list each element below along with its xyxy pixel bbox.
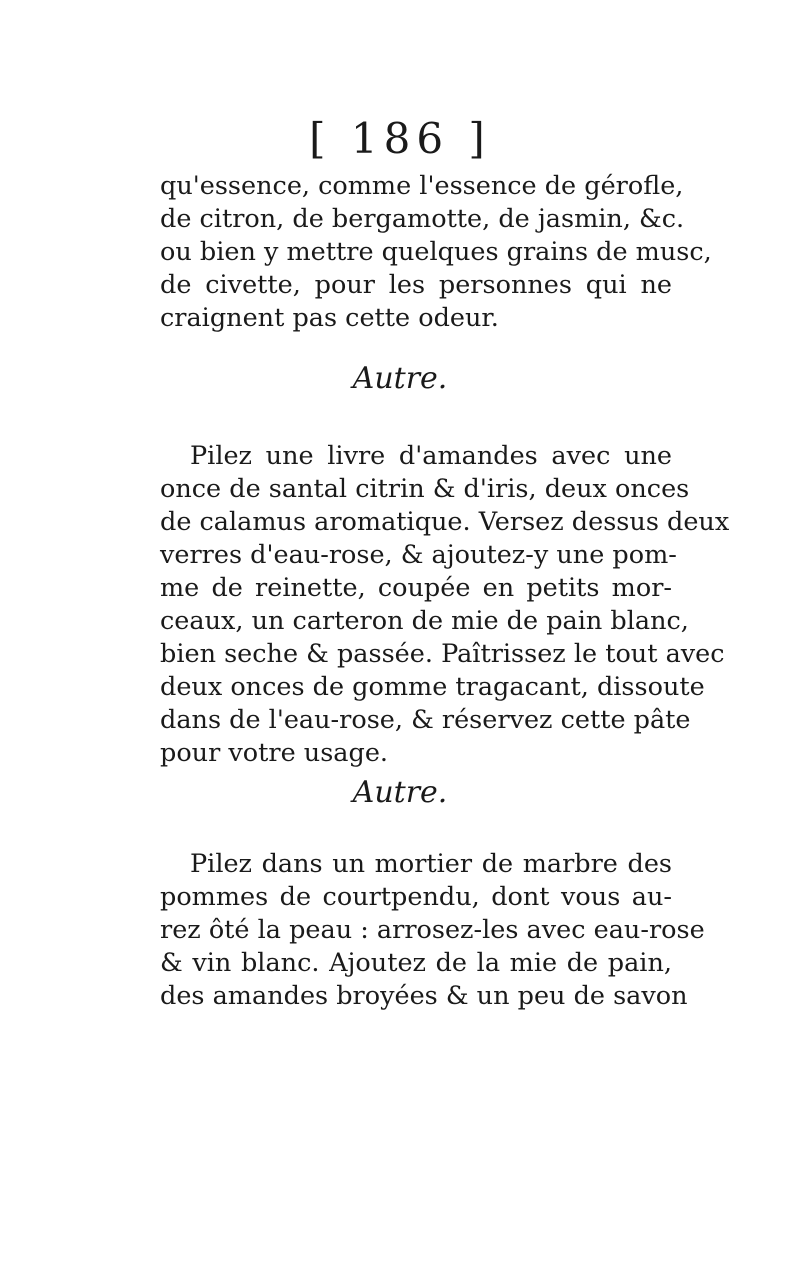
section-heading-1: Autre. xyxy=(352,361,448,396)
text-line: des amandes broyées & un peu de savon xyxy=(160,981,688,1011)
text-line: & vin blanc. Ajoutez de la mie de pain, xyxy=(160,948,672,978)
text-line: pour votre usage. xyxy=(160,738,389,768)
text-line: ou bien y mettre quelques grains de musc, xyxy=(160,237,712,267)
page-number: [ 186 ] xyxy=(309,114,491,163)
text-line: once de santal citrin & d'iris, deux onces xyxy=(160,474,690,504)
text-line: rez ôté la peau : arrosez-les avec eau-rose xyxy=(160,915,705,945)
text-line: dans de l'eau-rose, & réservez cette pâte xyxy=(160,705,691,735)
text-line: ceaux, un carteron de mie de pain blanc, xyxy=(160,606,689,636)
text-line: qu'essence, comme l'essence de gérofle, xyxy=(160,171,684,201)
paragraph-1 xyxy=(160,170,712,335)
text-line: de civette, pour les personnes qui ne xyxy=(160,270,672,300)
text-line: de calamus aromatique. Versez dessus deux xyxy=(160,507,730,537)
text-line: me de reinette, coupée en petits mor- xyxy=(160,573,672,603)
text-line: pommes de courtpendu, dont vous au- xyxy=(160,882,672,912)
text-line: craignent pas cette odeur. xyxy=(160,303,499,333)
text-line: Pilez une livre d'amandes avec une xyxy=(190,441,672,471)
paragraph-3 xyxy=(160,848,705,1013)
text-line: bien seche & passée. Paîtrissez le tout avec xyxy=(160,639,725,669)
text-line: Pilez dans un mortier de marbre des xyxy=(190,849,672,879)
text-line: verres d'eau-rose, & ajoutez-y une pom- xyxy=(160,540,677,570)
text-line: deux onces de gomme tragacant, dissoute xyxy=(160,672,705,702)
text-line: de citron, de bergamotte, de jasmin, &c. xyxy=(160,204,685,234)
paragraph-2 xyxy=(160,440,730,770)
section-heading-2: Autre. xyxy=(352,775,448,810)
